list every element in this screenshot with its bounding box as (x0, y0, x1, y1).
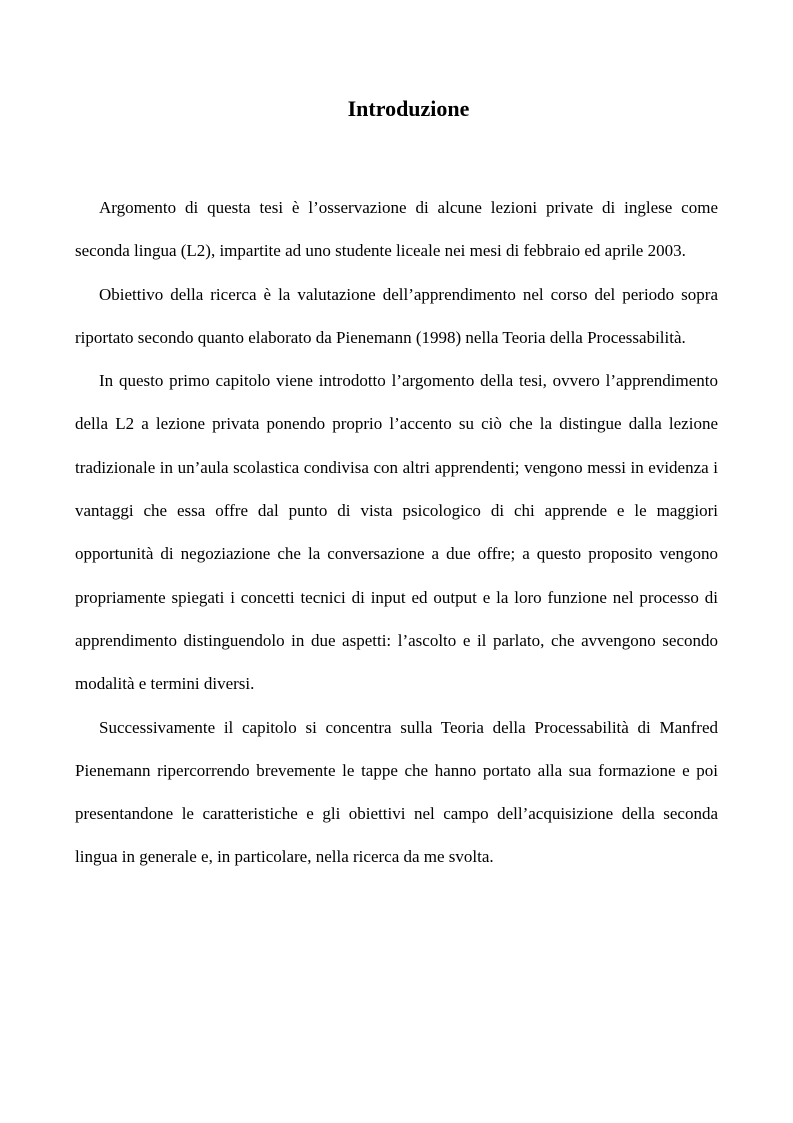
body-text (75, 186, 718, 879)
paragraph-3: In questo primo capitolo viene introdotto l’argomento della tesi, ovvero l’apprendimento della L2 a lezione privata ponendo proprio l’accento su ciò che la distingue dalla lezione tradizionale in un’aula scolastica condivisa con altri apprendenti; vengono messi in evidenza i vantaggi che essa offre dal punto di vista psicologico di chi apprende e le maggiori opportunità di negoziazione che la conversazione a due offre; a questo proposito vengono propriamente spiegati i concetti tecnici di input ed output e la loro funzione nel processo di apprendimento distinguendolo in due aspetti: l’ascolto e il parlato, che avvengono secondo modalità e termini diversi. (75, 371, 718, 694)
paragraph-1: Argomento di questa tesi è l’osservazione di alcune lezioni private di inglese come seconda lingua (L2), impartite ad uno studente liceale nei mesi di febbraio ed aprile 2003. (75, 198, 718, 261)
paragraph-4: Successivamente il capitolo si concentra sulla Teoria della Processabilità di Manfred Pienemann ripercorrendo brevemente le tappe che hanno portato alla sua formazione e poi presentandone le caratteristiche e gli obiettivi nel campo dell’acquisizione della seconda lingua in generale e, in particolare, nella ricerca da me svolta. (75, 717, 718, 867)
page-title: Introduzione (347, 96, 470, 121)
paragraph-2: Obiettivo della ricerca è la valutazione dell’apprendimento nel corso del periodo sopra riportato secondo quanto elaborato da Pienemann (1998) nella Teoria della Processabilità. (75, 284, 718, 347)
